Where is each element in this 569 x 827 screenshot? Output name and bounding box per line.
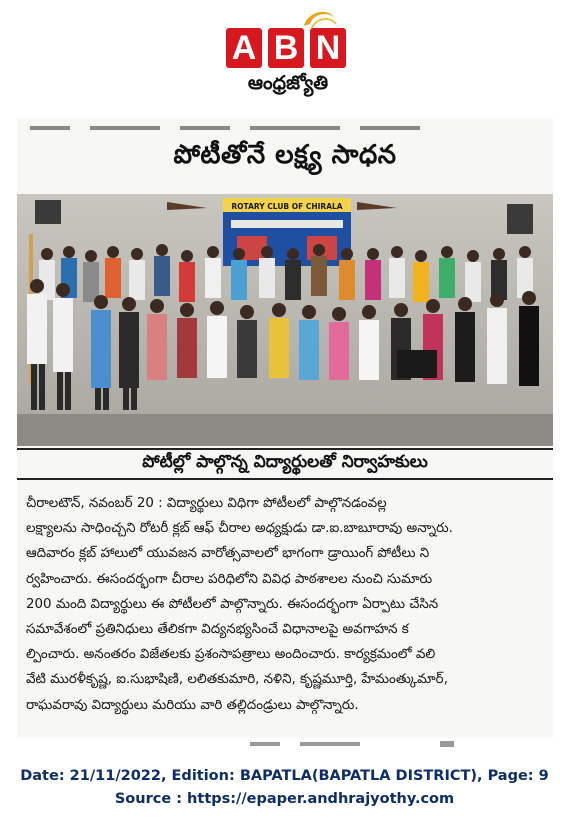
body-line: చీరాలటౌన్, నవంబర్ 20 : విద్యార్థులు విధిగా పోటీలలో పాల్గొనడంవల్ల — [26, 496, 387, 511]
cut-text-remnant — [30, 124, 450, 132]
body-line: ర్వహించారు. ఈసందర్భంగా చీరాల పరిధిలోని వివిధ పాఠశాలల నుంచి సుమారు — [26, 571, 433, 587]
logo-letter-b: B — [268, 28, 304, 68]
article-headline: పోటీతోనే లక్ష్య సాధన — [173, 140, 397, 170]
body-line: రాఘవరావు విద్యార్థులు మరియు వారి తల్లిదండ్రులు పాల్గొన్నారు. — [26, 697, 359, 713]
footer-source-line: Source : https://epaper.andhrajyothy.com — [114, 791, 455, 807]
logo-swirl-icon — [300, 6, 340, 30]
article-body — [26, 491, 544, 718]
logo-letter-a: A — [226, 28, 262, 68]
caption-rule-bottom — [17, 478, 553, 480]
banner-text: ROTARY CLUB OF CHIRALA — [231, 202, 343, 211]
body-line: వేటి మురళీకృష్ణ, ఐ.సుభాషిణి, లలితకుమారి, నళిని, కృష్ణమూర్తి, హేమంత్కుమార్, — [26, 672, 448, 688]
cut-text-remnant-bottom — [250, 741, 470, 747]
group-photo — [17, 194, 553, 446]
photo-caption: పోటీల్లో పాల్గొన్న విద్యార్థులతో నిర్వాహకులు — [142, 452, 428, 472]
logo-letter-n: N — [310, 28, 346, 68]
footer-date-line: Date: 21/11/2022, Edition: BAPATLA(BAPATLA DISTRICT), Page: 9 — [20, 768, 549, 784]
logo-subtitle: ఆంధ్రజ్యోతి — [247, 72, 329, 94]
masthead — [0, 0, 569, 110]
caption-rule-top — [17, 448, 553, 450]
body-line: లక్ష్యాలను సాధించ్చని రోటరీ క్లబ్ ఆఫ్ చీరాల అధ్యక్షుడు డా.ఐ.బాబూరావు అన్నారు. — [26, 521, 453, 537]
abn-logo — [226, 28, 346, 72]
body-line: 200 మంది విద్యార్థులు ఈ పోటీలలో పాల్గొన్నారు. ఈసందర్భంగా ఏర్పాటు చేసిన — [26, 596, 439, 612]
body-line: సమావేశంలో ప్రతినిధులు తేలికగా విద్యనభ్యసించే విధానాలపై అవగాహన క — [26, 621, 409, 637]
body-line: ఆదివారం క్లబ్ హాలులో యువజన వారోత్సవాలలో భాగంగా డ్రాయింగ్ పోటీలు ని — [26, 546, 430, 562]
body-line: ల్పించారు. అనంతరం విజేతలకు ప్రశంసాపత్రాలు అందించారు. కార్యక్రమంలో వలి — [26, 647, 436, 663]
